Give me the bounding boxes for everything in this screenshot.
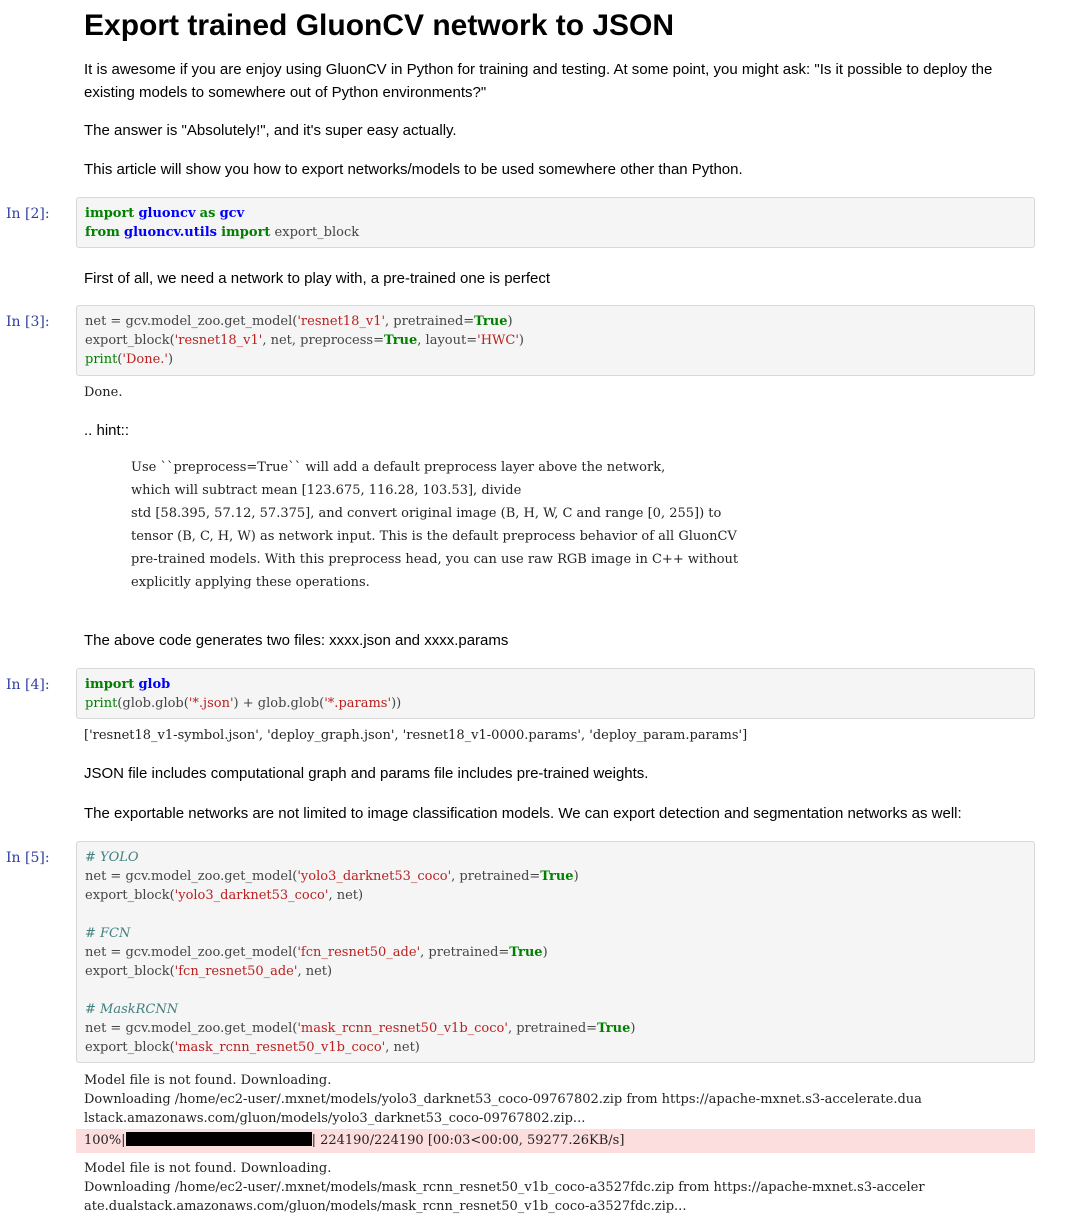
progress-percent: 100%	[84, 1133, 122, 1148]
code-text: ) + glob.glob(	[233, 696, 325, 711]
builtin-name: print	[85, 696, 118, 711]
code-text: )	[630, 1021, 636, 1036]
cell-5-output-yolo: Model file is not found. Downloading. Downloading /home/ec2-user/.mxnet/models/yolo3_darknet53_coco-09767802.zip from https://apache-mxnet.s3-accelerate.dua lstack.amazonaws.com/gluon/models/yolo3_darknet53_coco-09767802.zip...	[84, 1073, 922, 1126]
intro-paragraph-3: This article will show you how to export networks/models to be used somewhere other than Python.	[84, 161, 743, 178]
code-text: )	[507, 314, 513, 329]
module-name: glob	[138, 677, 171, 692]
cell-4-code[interactable]	[76, 668, 1035, 719]
string-literal: 'HWC'	[477, 333, 519, 348]
string-literal: 'yolo3_darknet53_coco'	[297, 869, 452, 884]
string-literal: 'yolo3_darknet53_coco'	[174, 888, 329, 903]
text-export: The exportable networks are not limited to image classification models. We can export detection and segmentation networks as well:	[84, 805, 962, 822]
cell-2-prompt: In [2]:	[6, 206, 50, 222]
string-literal: '*.params'	[324, 696, 392, 711]
code-comment: # YOLO	[85, 850, 139, 865]
code-text: , net)	[328, 888, 364, 903]
keyword: import	[221, 225, 271, 240]
keyword: import	[85, 677, 135, 692]
keyword: True	[509, 945, 543, 960]
code-text: export_block(	[85, 1040, 175, 1055]
string-literal: 'Done.'	[122, 352, 168, 367]
keyword: True	[383, 333, 418, 348]
string-literal: '*.json'	[188, 696, 234, 711]
code-comment: # MaskRCNN	[85, 1002, 179, 1017]
keyword: True	[597, 1021, 631, 1036]
code-text: export_block(	[85, 333, 175, 348]
code-text: net = gcv.model_zoo.get_model(	[85, 945, 298, 960]
string-literal: 'fcn_resnet50_ade'	[174, 964, 298, 979]
cell-5-code[interactable]	[76, 841, 1035, 1063]
cell-3-code[interactable]	[76, 305, 1035, 376]
progress-stats: | 224190/224190 [00:03<00:00, 59277.26KB/s]	[311, 1133, 625, 1148]
code-text: net = gcv.model_zoo.get_model(	[85, 1021, 298, 1036]
keyword: from	[85, 225, 120, 240]
code-text: net = gcv.model_zoo.get_model(	[85, 869, 298, 884]
keyword: import	[85, 206, 135, 221]
text-files: The above code generates two files: xxxx.json and xxxx.params	[84, 632, 509, 649]
string-literal: 'resnet18_v1'	[174, 333, 263, 348]
imported-name: export_block	[270, 225, 360, 240]
string-literal: 'resnet18_v1'	[297, 314, 386, 329]
module-name: gluoncv	[138, 206, 196, 221]
text-pretrained: First of all, we need a network to play with, a pre-trained one is perfect	[84, 270, 551, 287]
page-title: Export trained GluonCV network to JSON	[84, 9, 675, 42]
module-name: gluoncv.utils	[124, 225, 217, 240]
string-literal: 'fcn_resnet50_ade'	[297, 945, 421, 960]
code-text: , pretrained=	[451, 869, 541, 884]
keyword: True	[540, 869, 574, 884]
code-text: , pretrained=	[385, 314, 475, 329]
hint-label: .. hint::	[84, 422, 130, 439]
code-text: )	[573, 869, 579, 884]
code-text: net = gcv.model_zoo.get_model(	[85, 314, 298, 329]
module-alias: gcv	[219, 206, 245, 221]
cell-2-code[interactable]	[76, 197, 1035, 248]
cell-4-prompt: In [4]:	[6, 677, 50, 693]
code-text: , pretrained=	[420, 945, 510, 960]
cell-3-output: Done.	[84, 385, 123, 400]
intro-paragraph-1: It is awesome if you are enjoy using GluonCV in Python for training and testing. At some point, you might ask: "Is it possible to deploy the existing models to somewhere out of Python environments?"	[84, 61, 993, 101]
code-text: , pretrained=	[507, 1021, 598, 1036]
keyword: True	[474, 314, 508, 329]
code-text: )	[542, 945, 548, 960]
code-text: )	[518, 333, 524, 348]
string-literal: 'mask_rcnn_resnet50_v1b_coco'	[174, 1040, 386, 1055]
string-literal: 'mask_rcnn_resnet50_v1b_coco'	[297, 1021, 508, 1036]
code-text: ))	[391, 696, 402, 711]
code-text: , net)	[385, 1040, 420, 1055]
code-text: , net)	[297, 964, 333, 979]
code-comment: # FCN	[85, 926, 131, 941]
code-text: )	[167, 352, 174, 367]
text-json: JSON file includes computational graph and params file includes pre-trained weights.	[84, 765, 649, 782]
builtin-name: print	[85, 352, 118, 367]
cell-5-output-maskrcnn: Model file is not found. Downloading. Downloading /home/ec2-user/.mxnet/models/mask_rcnn_resnet50_v1b_coco-a3527fdc.zip from https://apache-mxnet.s3-acceler ate.dualstack.amazonaws.com/gluon/models/mask_rcnn_resnet50_v1b_coco-a3527fdc.zip...	[84, 1161, 925, 1214]
progress-bar	[126, 1132, 312, 1146]
hint-block: Use ``preprocess=True`` will add a default preprocess layer above the network, which will subtract mean [123.675, 116.28, 103.53], divide std [58.395, 57.12, 57.375], and convert original image (B, H, W, C and range [0, 255]) to tensor (B, C, H, W) as network input. This is the default preprocess behavior of all GluonCV pre-trained models. With this preprocess head, you can use raw RGB image in C++ without explicitly applying these operations.	[131, 460, 739, 590]
download-progress: 100%| | 224190/224190 [00:03<00:00, 59277.26KB/s]	[76, 1129, 1035, 1153]
code-text: , net, preprocess=	[262, 333, 384, 348]
cell-5-prompt: In [5]:	[6, 850, 50, 866]
code-text: (	[117, 352, 123, 367]
code-text: (glob.glob(	[117, 696, 189, 711]
code-text: export_block(	[85, 888, 175, 903]
intro-paragraph-2: The answer is "Absolutely!", and it's super easy actually.	[84, 122, 457, 139]
code-text: , layout=	[417, 333, 478, 348]
code-text: export_block(	[85, 964, 175, 979]
keyword: as	[199, 206, 216, 221]
cell-3-prompt: In [3]:	[6, 314, 50, 330]
cell-4-output: ['resnet18_v1-symbol.json', 'deploy_graph.json', 'resnet18_v1-0000.params', 'deploy_param.params']	[84, 728, 748, 743]
